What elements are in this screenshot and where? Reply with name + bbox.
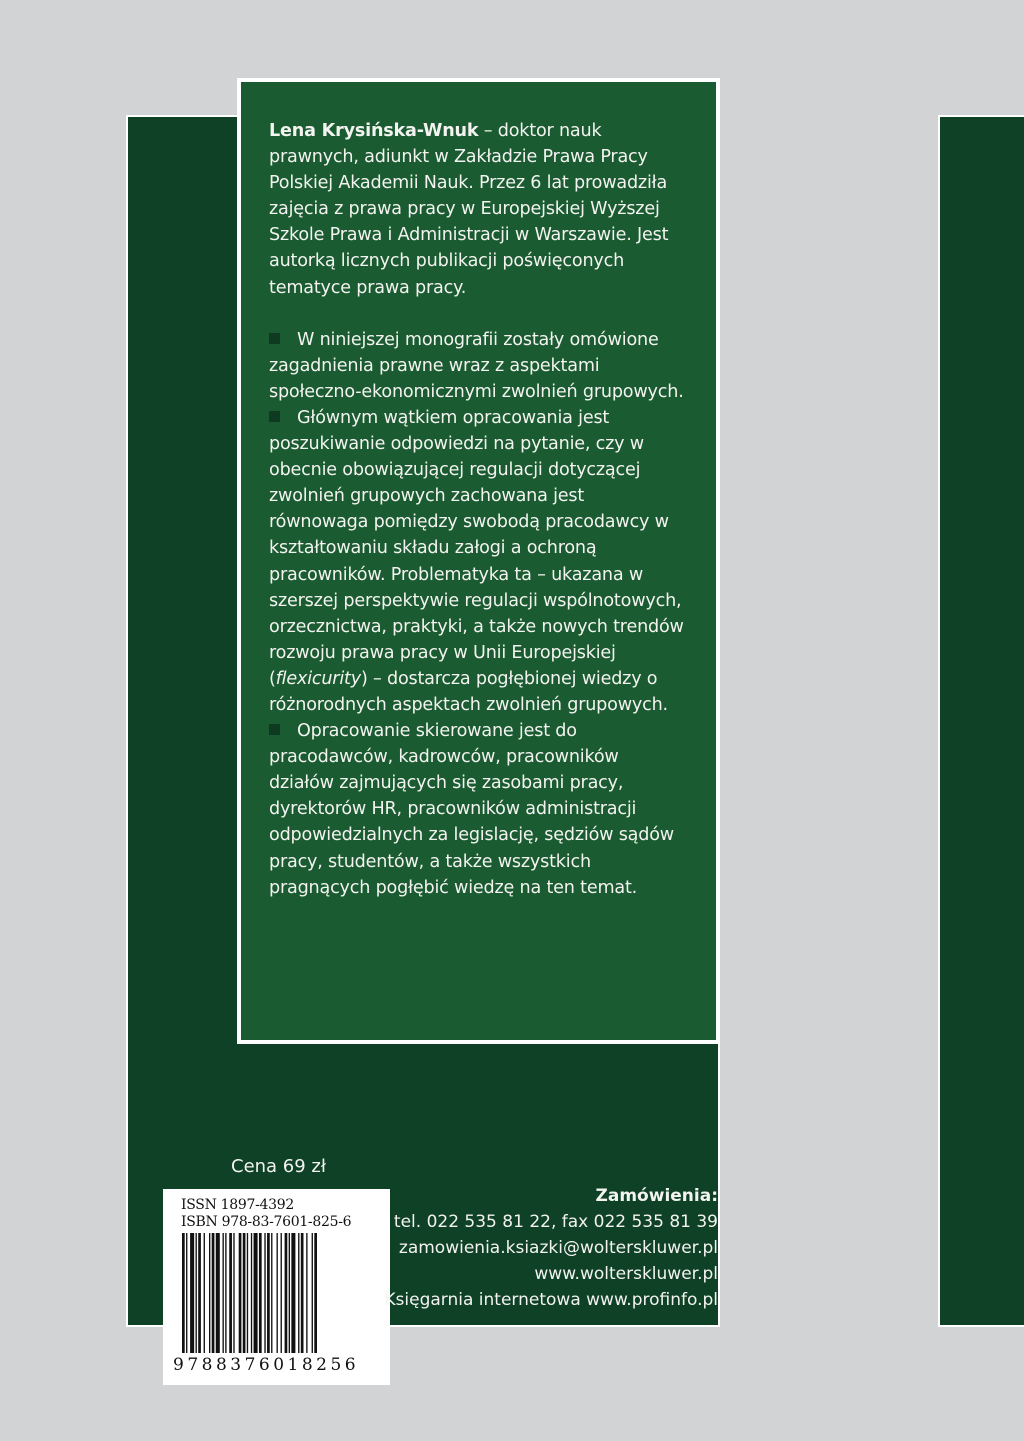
orders-website: www.wolterskluwer.pl: [534, 1264, 718, 1284]
square-bullet-icon: [269, 724, 280, 735]
barcode-bar: [223, 1233, 224, 1353]
barcode-bar: [190, 1233, 194, 1353]
barcode-bar: [239, 1233, 242, 1353]
paragraph-3-text: Opracowanie skierowane jest do pracodawców, kadrowców, pracowników działów zajmujących się zasobami pracy, dyrektorów HR, pracowników administracji odpowiedzialnych za legislację, sędziów sądów pracy, studentów, a także wszystkich pragnących pogłębić wiedzę na ten temat.: [269, 721, 674, 898]
barcode-bar: [298, 1233, 299, 1353]
paragraph-1: [269, 327, 688, 405]
paragraph-3: [269, 718, 688, 901]
barcode-bar: [251, 1233, 252, 1353]
cover-band-right: [940, 117, 1024, 1325]
barcode-bar: [247, 1233, 248, 1353]
barcode-bar: [267, 1233, 270, 1353]
barcode-box: [163, 1189, 390, 1385]
barcode-bar: [212, 1233, 215, 1353]
barcode-bar: [229, 1233, 232, 1353]
square-bullet-icon: [269, 411, 280, 422]
barcode-bar: [186, 1233, 187, 1353]
barcode-bar: [204, 1233, 205, 1353]
paragraph-1-text: W niniejszej monografii zostały omówione zagadnienia prawne wraz z aspektami społeczno-ekonomicznymi zwolnień grupowych.: [269, 329, 684, 402]
barcode-bar: [243, 1233, 246, 1353]
price-label: Cena 69 zł: [231, 1156, 326, 1177]
orders-phone: tel. 022 535 81 22, fax 022 535 81 39: [393, 1212, 718, 1232]
orders-email: zamowienia.ksiazki@wolterskluwer.pl: [398, 1238, 718, 1258]
author-bio: [269, 118, 688, 301]
author-bio-text: – doktor nauk prawnych, adiunkt w Zakładzie Prawa Pracy Polskiej Akademii Nauk. Przez 6 lat prowadziła zajęcia z prawa pracy w Europejskiej Wyższej Szkole Prawa i Administracji w Warszawie. Jest autorką licznych publikacji poświęconych tematyce prawa pracy.: [269, 121, 669, 298]
barcode-bar: [259, 1233, 262, 1353]
barcode-bar: [285, 1233, 288, 1353]
isbn-label: ISBN 978-83-7601-825-6: [181, 1214, 352, 1230]
barcode-bar: [271, 1233, 272, 1353]
barcode-bar: [301, 1233, 304, 1353]
barcode-bar: [233, 1233, 234, 1353]
barcode-bar: [314, 1233, 317, 1353]
paragraph-2-text-a: Głównym wątkiem opracowania jest poszukiwanie odpowiedzi na pytanie, czy w obecnie obowiązującej regulacji dotyczącej zwolnień grupowych zachowana jest równowaga pomiędzy swobodą pracodawcy w kształtowaniu składu załogi a ochroną pracowników. Problematyka ta – ukazana w szerszej perspektywie regulacji wspólnotowych, orzecznictwa, praktyki, a także nowych trendów rozwoju prawa pracy w Unii Europejskiej (: [269, 407, 684, 689]
barcode-bar: [198, 1233, 201, 1353]
paragraph-2-italic: flexicurity: [275, 668, 361, 689]
paragraph-2: [269, 405, 688, 718]
barcode-bar: [277, 1233, 278, 1353]
blurb-content: [241, 82, 716, 1040]
orders-bookstore: Księgarnia internetowa www.profinfo.pl: [384, 1290, 718, 1310]
barcode-bar: [312, 1233, 313, 1353]
barcode-bar: [225, 1233, 226, 1353]
barcode-bar: [196, 1233, 197, 1353]
square-bullet-icon: [269, 333, 280, 344]
barcode-bar: [281, 1233, 282, 1353]
barcode-bars: [181, 1233, 373, 1353]
barcode-bar: [291, 1233, 295, 1353]
author-name: Lena Krysińska-Wnuk: [269, 121, 479, 141]
barcode-bar: [289, 1233, 290, 1353]
barcode-bar: [182, 1233, 185, 1353]
paragraph-2-text-b: ) – dostarcza pogłębionej wiedzy o różnorodnych aspektach zwolnień grupowych.: [269, 668, 668, 715]
barcode-digits: 9788376018256: [173, 1355, 360, 1375]
barcode-bar: [254, 1233, 258, 1353]
issn-label: ISSN 1897-4392: [181, 1197, 294, 1213]
barcode-bar: [216, 1233, 220, 1353]
barcode-bar: [209, 1233, 210, 1353]
barcode-bar: [264, 1233, 265, 1353]
barcode-bar: [306, 1233, 307, 1353]
orders-heading: Zamówienia:: [595, 1186, 718, 1206]
orders-info: [384, 1183, 718, 1313]
blurb-box: [237, 78, 720, 1044]
